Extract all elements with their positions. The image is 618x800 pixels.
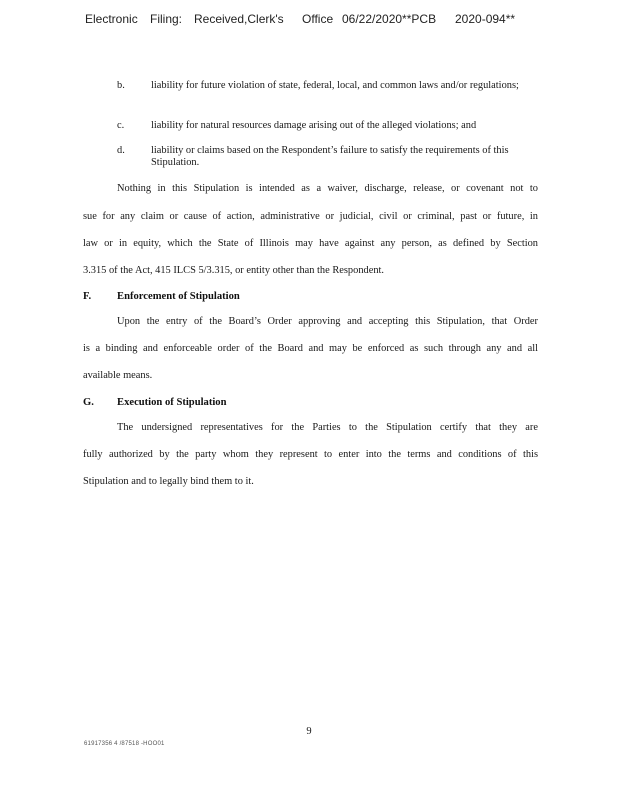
header-case-number: 2020-094** xyxy=(455,12,516,26)
header-filing: Filing: xyxy=(150,12,183,26)
paragraph-line: sue for any claim or cause of action, administrative or judicial, civil or criminal, past or future, in xyxy=(83,211,538,222)
list-item-letter: b. xyxy=(117,80,125,91)
header-date-pcb: 06/22/2020**PCB xyxy=(342,12,437,26)
paragraph-line: The undersigned representatives for the Parties to the Stipulation certify that they are xyxy=(117,422,538,433)
paragraph-line: Upon the entry of the Board’s Order approving and accepting this Stipulation, that Order xyxy=(117,316,538,327)
section-title: Execution of Stipulation xyxy=(117,397,227,408)
section-letter: F. xyxy=(83,291,92,302)
paragraph-line: 3.315 of the Act, 415 ILCS 5/3.315, or entity other than the Respondent. xyxy=(83,265,384,276)
header-received-clerks: Received,Clerk's xyxy=(194,12,284,26)
filing-stamp-header xyxy=(0,12,618,30)
header-office: Office xyxy=(302,12,334,26)
paragraph-line: law or in equity, which the State of Illinois may have against any person, as defined by Section xyxy=(83,238,538,249)
list-item-text: liability for natural resources damage arising out of the alleged violations; and xyxy=(151,120,477,131)
list-item-text: liability for future violation of state, federal, local, and common laws and/or regulations; xyxy=(151,80,519,91)
footer-document-code: 61917356 4 /87518 -HOO01 xyxy=(84,741,165,747)
section-letter: G. xyxy=(83,397,94,408)
list-item-letter: d. xyxy=(117,145,125,156)
paragraph-line: Nothing in this Stipulation is intended as a waiver, discharge, release, or covenant not to xyxy=(117,183,538,194)
page-number: 9 xyxy=(306,726,312,737)
paragraph-line: is a binding and enforceable order of the Board and may be enforced as such through any and all xyxy=(83,343,538,354)
paragraph-line: available means. xyxy=(83,370,153,381)
header-electronic: Electronic xyxy=(85,12,138,26)
list-item-letter: c. xyxy=(117,120,125,131)
paragraph-line: fully authorized by the party whom they represent to enter into the terms and conditions of this xyxy=(83,449,538,460)
list-item-text: liability or claims based on the Respondent’s failure to satisfy the requirements of this Stipulation. xyxy=(151,145,509,168)
paragraph-line: Stipulation and to legally bind them to it. xyxy=(83,476,254,487)
section-title: Enforcement of Stipulation xyxy=(117,291,240,302)
